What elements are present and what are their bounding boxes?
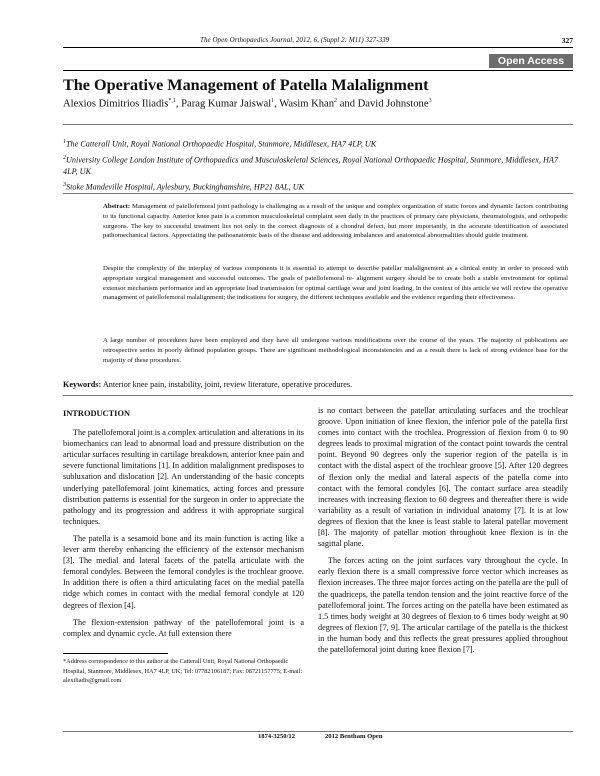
publisher-copyright: 2012 Bentham Open [325,733,383,740]
page-footer [258,733,413,740]
section-heading-introduction: INTRODUCTION [63,409,131,418]
journal-header: The Open Orthopaedics Journal, 2012, 6, (Suppl 2: M11) 327-339 [200,36,390,44]
affiliation-3 [63,180,568,193]
keywords-label: Keywords: [63,380,102,389]
affiliation-text: University College London Institute of Orthopaedics and Musculoskeletal Sciences, Royal National Orthopaedic Hospital, Stanmore, Middlesex, HA7 4LP, UK [63,155,559,176]
abstract-paragraph-1 [103,202,568,241]
affiliation-1 [63,137,568,150]
author-affiliation-mark: 1 [271,98,275,104]
abstract-label: Abstract: [103,203,131,210]
affiliation-text: Stoke Mandeville Hospital, Aylesbury, Buckinghamshire, HP21 8AL, UK [66,182,305,192]
author-affiliation-mark: *,1 [168,98,176,104]
left-column [63,408,304,645]
author-affiliation-mark: 2 [334,98,338,104]
author-name: David Johnstone [357,98,429,110]
author-separator: , [274,98,280,110]
keywords-text: Anterior knee pain, instability, joint, review literature, operative procedures. [102,380,353,389]
author-list [63,98,432,110]
abstract-paragraph-3: A large number of procedures have been employed and they have all undergone various modifications over the course of the years. The majority of publications are retrospective series in poorly defined population groups. There are significant methodological inconsistencies and as a result there is lack of strong evidence base for the majority of these procedures. [103,337,568,364]
right-column [318,405,568,661]
title-divider [63,70,573,71]
affiliation-divider [63,193,573,194]
issn: 1874-3250/12 [258,733,295,740]
body-paragraph: The patellofemoral joint is a complex articulation and alterations in its biomechanics can lead to abnormal load and pressure distribution on the articular surfaces resulting in cartilage breakdown, anterior knee pain and severe functional limitations [1]. In addition malalignment predisposes to subluxation and dislocation [2]. An understanding of the basic concepts underlying patellofemoral joint kinematics, acting forces and pressure distribution patterns is essential for the surgeon in order to appreciate the pathology and its progression and address it with appropriate surgical techniques. [63,428,304,526]
page-number: 327 [561,36,573,45]
abstract-text: Management of patellofemoral joint pathology is challenging as a result of the unique and complex organization of static forces and dynamic factors contributing to its functional capacity. Anterior knee pain is a common musculoskeletal complaint seen daily in the practices of primary care physicians, rheumatologists, and orthopedic surgeons. The key to successful treatment lies not only in the correct diagnosis of a chondral defect, but more importantly, in the accurate identification of associated pathomechanical factors. Appreciating the pathoanatomic basis of the disease and addressing imbalances and anatomical abnormalities should guide treatment. [103,203,569,240]
author-separator: and [337,98,358,110]
footnote-divider [63,653,168,654]
body-paragraph: is no contact between the patellar articulating surfaces and the trochlear groove. Upon initiation of knee flexion, the inferior pole of the patella first comes into contact with the trochlea. Progression of flexion from 0 to 90 degrees leads to proximal migration of the contact point towards the central point. Beyond 90 degrees only the superior region of the patella is in contact with the distal aspect of the trochlear groove [5]. After 120 degrees of flexion only the medial and lateral aspects of the patella come into contact with the femoral condyles [6]. The contact surface area steadily increases with increasing flexion to 60 degrees and thereafter there is wide variability as a result of variation in individual anatomy [7]. It is at low degrees of flexion that the knee is least stable to lateral patellar movement [8]. The majority of patellar motion throughout knee flexion is in the sagittal plane. [318,406,568,549]
affiliation-2 [63,153,568,177]
abstract-paragraph-2: Despite the complexity of the interplay of various components it is essential to attempt to describe patellar malalignement as a clinical entity in order to proceed with appropriate surgical management and successful outcomes. The goals of patellofemoral re- alignment surgery should be to create both a stable environment for optimal extensor mechanism performance and an appropriate load transmission for optimal cartilage wear and joint loading. In the context of this article we will review the operative management of patellofemoral malalignment; the indications for surgery, the different techniques available and the evidence regarding their effectiveness. [103,265,568,302]
affiliation-mark: 1 [63,139,66,145]
author-affiliation-mark: 3 [428,98,432,104]
open-access-badge: Open Access [489,54,573,68]
author-divider [63,124,573,125]
body-paragraph: The flexion-extension pathway of the patellofemoral joint is a complex and dynamic cycle. At full extension there [63,617,304,638]
author-name: Alexios Dimitrios Iliadis [63,98,169,110]
body-paragraph: The patella is a sesamoid bone and its main function is acting like a lever arm thereby enhancing the efficiency of the extensor mechanism [3]. The medial and lateral facets of the patella articulate with the femoral condyles. Between the femoral condyles is the trochlear groove. In addition there is often a third articulating facet on the medial patella ridge which comes in contact with the medial femoral condyle at 120 degrees of flexion [4]. [63,533,304,610]
footer-divider [63,731,573,732]
affiliation-mark: 2 [63,155,66,161]
article-title: The Operative Management of Patella Malalignment [63,76,429,94]
author-name: Wasim Khan [279,98,335,110]
affiliation-text: The Catterall Unit, Royal National Orthopaedic Hospital, Stanmore, Middlesex, HA7 4LP, UK [66,139,377,149]
keywords-divider [63,395,573,396]
correspondence-footnote: *Address correspondence to this author at the Catterall Unit, Royal National Orthopaedic Hospital, Stanmore, Middlesex, HA7 4LP, UK; Tel: 07782106187; Fax: 08721157775; E-mail: alexiliadis@gmail.com [63,658,303,685]
header-divider [63,47,573,48]
body-paragraph: The forces acting on the joint surfaces vary throughout the cycle. In early flexion there is a small compressive force vector which increases as flexion increases. The three major forces acting on the patella are the pull of the quadriceps, the patella tendon tension and the joint reactive force of the patellofemoral joint. The forces acting on the patella have been estimated as 1.5 times body weight at 30 degrees of flexion to 6 times body weight at 90 degrees of flexion [7, 9]. The articular cartilage of the patella is the thickest in the human body and this reflects the great pressures applied throughout the patellofemoral joint during knee flexion [7]. [318,556,568,654]
author-name: Parag Kumar Jaiswal [181,98,272,110]
keywords [63,380,568,389]
affiliation-mark: 3 [63,182,66,188]
author-separator: , [175,98,182,110]
